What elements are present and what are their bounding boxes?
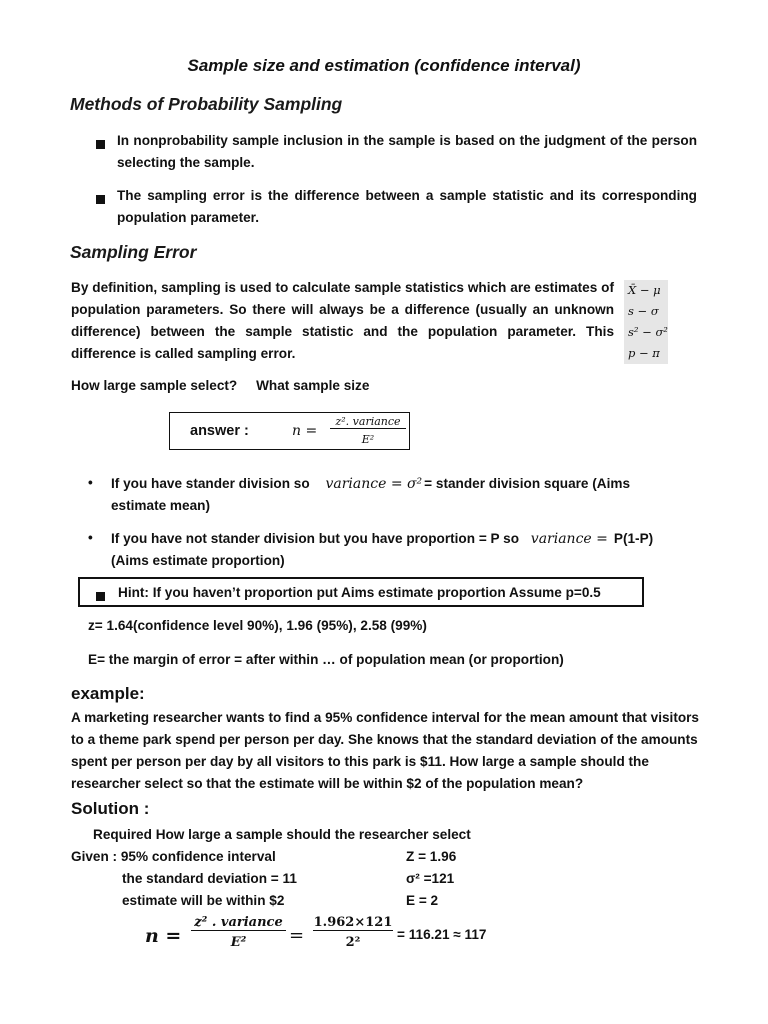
methods-bullet-2: The sampling error is the difference between a sample statistic and its corresponding population parameter. [117, 188, 697, 225]
methods-bullet-1: In nonprobability sample inclusion in the sample is based on the judgment of the person selecting the sample. [117, 133, 697, 170]
bullet-square-icon [96, 136, 105, 154]
z-values-line: z= 1.64(confidence level 90%), 1.96 (95%), 2.58 (99%) [88, 618, 427, 633]
methods-heading: Methods of Probability Sampling [70, 94, 343, 114]
margin-of-error-line: E= the margin of error = after within … of population mean (or proportion) [88, 652, 564, 667]
answer-numerator: z². variance [330, 415, 406, 429]
answer-lhs: n = [292, 423, 318, 439]
hint-box [78, 577, 644, 607]
formula-eq: = [289, 925, 305, 946]
formula-num1: z² . variance [191, 915, 286, 931]
answer-denominator: E² [361, 433, 375, 446]
page-title: Sample size and estimation (confidence interval) [187, 56, 581, 75]
given-z: Z = 1.96 [406, 849, 457, 864]
formula-result: = 116.21 ≈ 117 [397, 927, 487, 942]
case-2-math: variance = [530, 531, 608, 547]
sample-size-question: How large sample select? What sample size [71, 378, 370, 393]
given-sd: the standard deviation = 11 [122, 871, 297, 886]
sampling-error-paragraph: By definition, sampling is used to calculate sample statistics which are estimates of population parameters. So there will always be a difference (usually an unknown difference) between the sample statistic and the population parameter. This difference is called sampling error. [71, 280, 614, 361]
case-2-post: P(1-P) [613, 531, 654, 546]
solution-heading: Solution : [71, 799, 150, 818]
symbol-mean: X̄ − μ [628, 283, 661, 297]
sampling-error-heading: Sampling Error [70, 242, 197, 262]
sampling-error-symbols [624, 280, 668, 364]
formula-num2: 1.962×121 [313, 915, 393, 930]
given-e: E = 2 [406, 893, 439, 908]
example-heading: example: [71, 684, 145, 703]
bullet-dot-icon: • [88, 530, 93, 545]
given-variance: σ² =121 [406, 871, 455, 886]
symbol-sd: s − σ [628, 304, 659, 318]
bullet-square-icon [96, 191, 105, 209]
hint-text: Hint: If you haven’t proportion put Aims estimate proportion Assume p=0.5 [118, 585, 601, 600]
symbol-proportion: p − π [628, 346, 660, 360]
case-1-line [111, 473, 701, 495]
case-1-line2: estimate mean) [111, 498, 210, 513]
formula-lhs: n = [145, 925, 182, 947]
case-1-pre: If you have stander division so [111, 476, 310, 491]
formula-den2: 2² [345, 935, 361, 950]
answer-box [169, 412, 410, 450]
symbol-variance: s² − σ² [628, 325, 668, 339]
solution-formula [145, 912, 565, 956]
bullet-dot-icon: • [88, 475, 93, 490]
bullet-square-icon [96, 588, 105, 606]
case-2-line [111, 528, 701, 550]
given-within: estimate will be within $2 [122, 893, 285, 908]
case-1-math: variance = σ² [325, 476, 423, 492]
answer-label: answer : [190, 423, 249, 439]
example-text: A marketing researcher wants to find a 95% confidence interval for the mean amount that visitors to a theme park spend per person per day. She knows that the standard deviation of the amounts spent per person per day by all visitors to this park is $11. How large a sample should the researcher select so that the estimate will be within $2 of the population mean? [71, 710, 699, 791]
case-1-post: = stander division square (Aims [424, 476, 631, 491]
case-2-pre: If you have not stander division but you have proportion = P so [111, 531, 519, 546]
given-label: Given : 95% confidence interval [71, 849, 276, 864]
case-2-line2: (Aims estimate proportion) [111, 553, 285, 568]
solution-required: Required How large a sample should the researcher select [93, 827, 471, 842]
formula-den1: E² [230, 935, 247, 950]
